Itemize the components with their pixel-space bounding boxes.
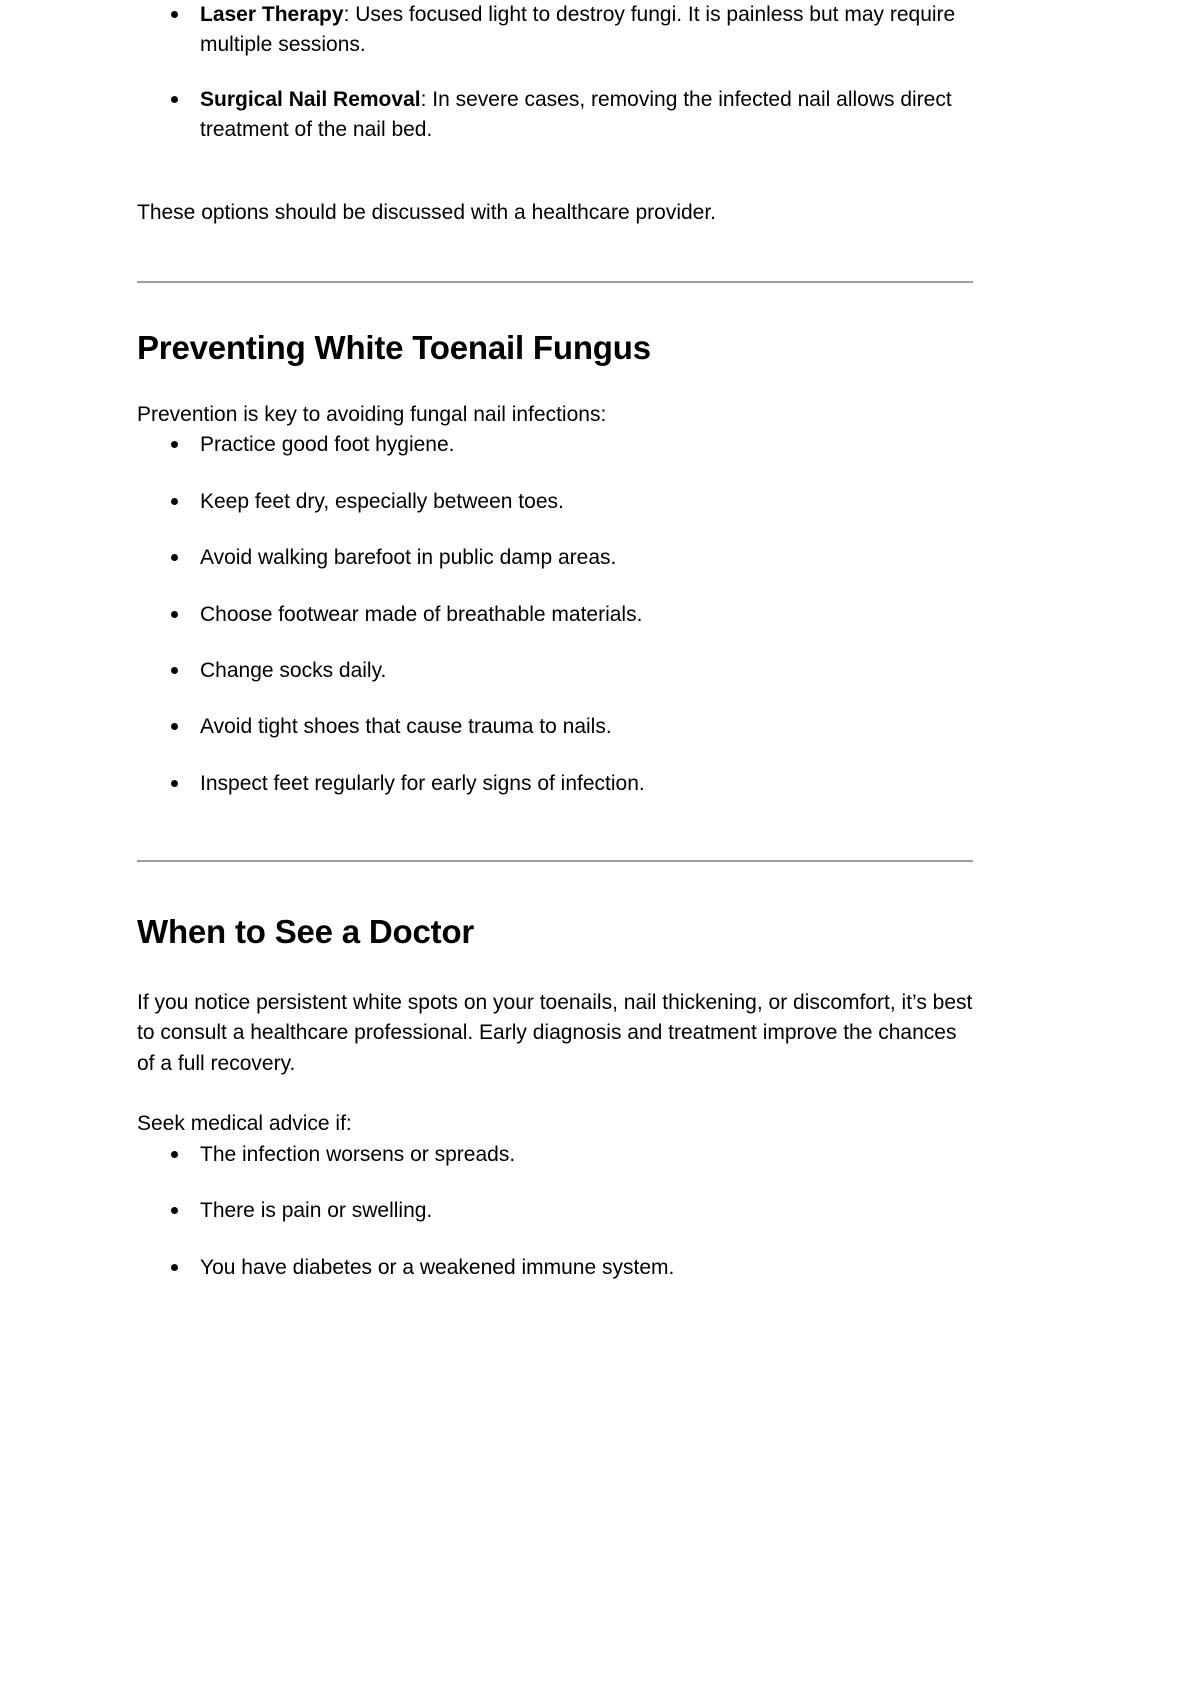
- prevention-list: [137, 430, 977, 799]
- list-item: [137, 430, 977, 460]
- page-title-doctor: When to See a Doctor: [137, 913, 475, 951]
- list-item: [137, 712, 977, 742]
- list-item: [137, 1253, 977, 1283]
- doctor-intro-paragraph: Seek medical advice if:: [137, 1112, 352, 1136]
- doctor-paragraph: If you notice persistent white spots on your toenails, nail thickening, or discomfort, it’s best to consult a healthcare professional. Early diagnosis and treatment improve the chances of a full recovery.: [137, 990, 973, 1075]
- list-item: [137, 0, 977, 61]
- section-divider: [137, 860, 973, 862]
- list-item: [137, 85, 977, 146]
- list-item-lead: Laser Therapy: [200, 3, 344, 26]
- list-item-text: The infection worsens or spreads.: [200, 1142, 516, 1166]
- list-item-text: Avoid tight shoes that cause trauma to nails.: [200, 715, 612, 739]
- list-item-text: Choose footwear made of breathable materials.: [200, 602, 643, 626]
- list-item-text: : Uses focused light to destroy fungi. It is painless but may require multiple sessions.: [200, 3, 956, 57]
- list-item: [137, 543, 977, 573]
- list-item-text: You have diabetes or a weakened immune system.: [200, 1255, 675, 1279]
- list-item-text: Change socks daily.: [200, 658, 387, 682]
- section-divider-2-wrapper: [137, 860, 977, 862]
- list-item: [137, 656, 977, 686]
- list-item-text: There is pain or swelling.: [200, 1199, 433, 1223]
- treatment-closing-paragraph: These options should be discussed with a healthcare provider.: [137, 200, 717, 224]
- prevention-intro-paragraph: Prevention is key to avoiding fungal nail infections:: [137, 402, 607, 426]
- list-item-text: : In severe cases, removing the infected nail allows direct treatment of the nail bed.: [200, 87, 952, 142]
- section-divider-1-wrapper: [137, 281, 977, 283]
- list-item-text: Avoid walking barefoot in public damp areas.: [200, 546, 617, 570]
- list-item: [137, 1140, 977, 1170]
- list-item-text: Keep feet dry, especially between toes.: [200, 489, 564, 513]
- doctor-heading-wrapper: [137, 912, 977, 952]
- list-item-lead: Surgical Nail Removal: [200, 87, 421, 111]
- section-divider: [137, 281, 973, 283]
- list-item: [137, 1196, 977, 1226]
- list-item-text: Practice good foot hygiene.: [200, 433, 455, 457]
- treatment-options-list: [137, 0, 977, 146]
- prevention-heading-wrapper: [137, 328, 977, 368]
- list-item: [137, 769, 977, 799]
- document-content: [137, 0, 977, 1283]
- doctor-list: [137, 1140, 977, 1283]
- page-title-prevention: Preventing White Toenail Fungus: [137, 329, 651, 367]
- list-item-text: Inspect feet regularly for early signs of infection.: [200, 771, 645, 795]
- list-item: [137, 600, 977, 630]
- list-item: [137, 487, 977, 517]
